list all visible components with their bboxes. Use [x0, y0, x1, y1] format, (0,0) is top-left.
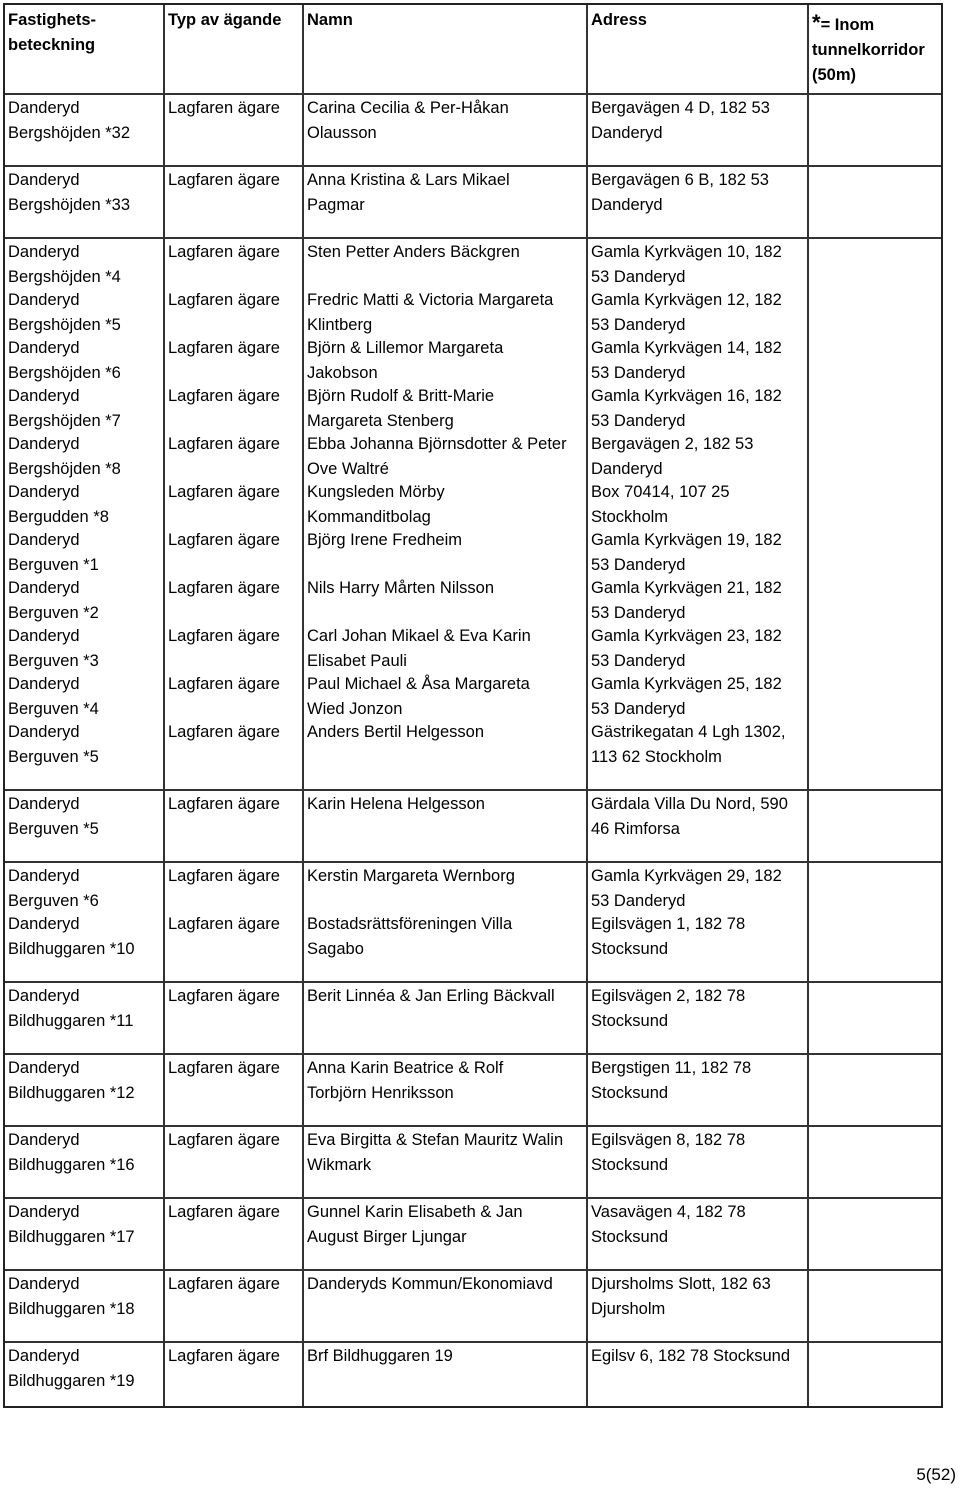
- cell-adress: Bergstigen 11, 182 78 Stocksund: [591, 1059, 752, 1102]
- cell-typ-av-agande: Lagfaren ägare: [168, 531, 280, 549]
- cell-fastighetsbeteckning: Danderyd Bildhuggaren *16: [8, 1131, 135, 1174]
- cell-adress: Gärdala Villa Du Nord, 590 46 Rimforsa: [591, 795, 788, 838]
- cell-namn: Berit Linnéa & Jan Erling Bäckvall: [307, 987, 555, 1005]
- row-divider: [5, 789, 941, 791]
- cell-typ-av-agande: Lagfaren ägare: [168, 243, 280, 261]
- cell-typ-av-agande: Lagfaren ägare: [168, 579, 280, 597]
- header-fastighetsbeteckning: Fastighets- beteckning: [8, 11, 97, 54]
- cell-fastighetsbeteckning: Danderyd Bildhuggaren *12: [8, 1059, 135, 1102]
- row-divider: [5, 93, 941, 95]
- row-divider: [5, 1341, 941, 1343]
- cell-namn: Ebba Johanna Björnsdotter & Peter Ove Waltré: [307, 435, 567, 478]
- cell-adress: Gamla Kyrkvägen 23, 182 53 Danderyd: [591, 627, 782, 670]
- cell-namn: Carl Johan Mikael & Eva Karin Elisabet Pauli: [307, 627, 531, 670]
- column-divider: [807, 5, 809, 1406]
- row-divider: [5, 981, 941, 983]
- cell-fastighetsbeteckning: Danderyd Bildhuggaren *19: [8, 1347, 135, 1390]
- cell-namn: Nils Harry Mårten Nilsson: [307, 579, 495, 597]
- cell-typ-av-agande: Lagfaren ägare: [168, 867, 280, 885]
- row-divider: [5, 237, 941, 239]
- row-divider: [5, 861, 941, 863]
- cell-adress: Gamla Kyrkvägen 16, 182 53 Danderyd: [591, 387, 782, 430]
- cell-adress: Box 70414, 107 25 Stockholm: [591, 483, 730, 526]
- cell-adress: Bergavägen 4 D, 182 53 Danderyd: [591, 99, 770, 142]
- cell-adress: Gamla Kyrkvägen 25, 182 53 Danderyd: [591, 675, 782, 718]
- cell-adress: Gästrikegatan 4 Lgh 1302, 113 62 Stockholm: [591, 723, 786, 766]
- cell-adress: Gamla Kyrkvägen 19, 182 53 Danderyd: [591, 531, 782, 574]
- cell-typ-av-agande: Lagfaren ägare: [168, 675, 280, 693]
- cell-fastighetsbeteckning: Danderyd Berguven *5: [8, 795, 99, 838]
- cell-fastighetsbeteckning: Danderyd Berguven *1: [8, 531, 99, 574]
- cell-namn: Brf Bildhuggaren 19: [307, 1347, 453, 1365]
- cell-typ-av-agande: Lagfaren ägare: [168, 1059, 280, 1077]
- cell-adress: Egilsv 6, 182 78 Stocksund: [591, 1347, 791, 1365]
- cell-namn: Gunnel Karin Elisabeth & Jan August Birger Ljungar: [307, 1203, 523, 1246]
- cell-fastighetsbeteckning: Danderyd Bergshöjden *7: [8, 387, 121, 430]
- cell-typ-av-agande: Lagfaren ägare: [168, 915, 280, 933]
- cell-namn: Anders Bertil Helgesson: [307, 723, 485, 741]
- cell-typ-av-agande: Lagfaren ägare: [168, 723, 280, 741]
- header-adress: Adress: [591, 11, 647, 29]
- cell-namn: Paul Michael & Åsa Margareta Wied Jonzon: [307, 675, 530, 718]
- cell-typ-av-agande: Lagfaren ägare: [168, 171, 280, 189]
- property-owner-table: [3, 3, 943, 1408]
- cell-namn: Björn & Lillemor Margareta Jakobson: [307, 339, 504, 382]
- cell-fastighetsbeteckning: Danderyd Bergshöjden *32: [8, 99, 131, 142]
- cell-fastighetsbeteckning: Danderyd Berguven *5: [8, 723, 99, 766]
- row-divider: [5, 1125, 941, 1127]
- cell-fastighetsbeteckning: Danderyd Bergshöjden *33: [8, 171, 131, 214]
- cell-typ-av-agande: Lagfaren ägare: [168, 1203, 280, 1221]
- cell-namn: Karin Helena Helgesson: [307, 795, 485, 813]
- asterisk-marker: *: [812, 10, 821, 35]
- column-divider: [302, 5, 304, 1406]
- cell-fastighetsbeteckning: Danderyd Berguven *4: [8, 675, 99, 718]
- cell-namn: Bostadsrättsföreningen Villa Sagabo: [307, 915, 513, 958]
- cell-fastighetsbeteckning: Danderyd Bergshöjden *4: [8, 243, 121, 286]
- header-inom-tunnelkorridor: [812, 10, 940, 88]
- cell-namn: Björn Rudolf & Britt-Marie Margareta Stenberg: [307, 387, 495, 430]
- cell-fastighetsbeteckning: Danderyd Berguven *3: [8, 627, 99, 670]
- cell-fastighetsbeteckning: Danderyd Bildhuggaren *10: [8, 915, 135, 958]
- cell-typ-av-agande: Lagfaren ägare: [168, 387, 280, 405]
- cell-namn: Anna Kristina & Lars Mikael Pagmar: [307, 171, 510, 214]
- cell-adress: Bergavägen 2, 182 53 Danderyd: [591, 435, 754, 478]
- cell-namn: Eva Birgitta & Stefan Mauritz Walin Wikmark: [307, 1131, 564, 1174]
- cell-namn: Björg Irene Fredheim: [307, 531, 462, 549]
- cell-typ-av-agande: Lagfaren ägare: [168, 1131, 280, 1149]
- cell-typ-av-agande: Lagfaren ägare: [168, 339, 280, 357]
- cell-typ-av-agande: Lagfaren ägare: [168, 627, 280, 645]
- cell-adress: Egilsvägen 1, 182 78 Stocksund: [591, 915, 746, 958]
- page-number: 5(52): [916, 1465, 956, 1484]
- row-divider: [5, 1269, 941, 1271]
- cell-typ-av-agande: Lagfaren ägare: [168, 99, 280, 117]
- cell-typ-av-agande: Lagfaren ägare: [168, 1275, 280, 1293]
- cell-adress: Gamla Kyrkvägen 12, 182 53 Danderyd: [591, 291, 782, 334]
- cell-adress: Gamla Kyrkvägen 21, 182 53 Danderyd: [591, 579, 782, 622]
- header-inom-label: = Inom tunnelkorridor (50m): [812, 16, 925, 84]
- header-typ-av-agande: Typ av ägande: [168, 11, 282, 29]
- cell-typ-av-agande: Lagfaren ägare: [168, 435, 280, 453]
- cell-namn: Kerstin Margareta Wernborg: [307, 867, 515, 885]
- cell-fastighetsbeteckning: Danderyd Bergshöjden *8: [8, 435, 121, 478]
- cell-fastighetsbeteckning: Danderyd Berguven *2: [8, 579, 99, 622]
- cell-fastighetsbeteckning: Danderyd Bildhuggaren *18: [8, 1275, 135, 1318]
- cell-adress: Egilsvägen 2, 182 78 Stocksund: [591, 987, 746, 1030]
- row-divider: [5, 1053, 941, 1055]
- cell-adress: Djursholms Slott, 182 63 Djursholm: [591, 1275, 771, 1318]
- cell-typ-av-agande: Lagfaren ägare: [168, 483, 280, 501]
- column-divider: [163, 5, 165, 1406]
- cell-typ-av-agande: Lagfaren ägare: [168, 795, 280, 813]
- cell-fastighetsbeteckning: Danderyd Bildhuggaren *17: [8, 1203, 135, 1246]
- cell-adress: Gamla Kyrkvägen 29, 182 53 Danderyd: [591, 867, 782, 910]
- cell-adress: Egilsvägen 8, 182 78 Stocksund: [591, 1131, 746, 1174]
- cell-namn: Sten Petter Anders Bäckgren: [307, 243, 520, 261]
- cell-typ-av-agande: Lagfaren ägare: [168, 291, 280, 309]
- cell-adress: Gamla Kyrkvägen 10, 182 53 Danderyd: [591, 243, 782, 286]
- cell-typ-av-agande: Lagfaren ägare: [168, 987, 280, 1005]
- cell-fastighetsbeteckning: Danderyd Berguven *6: [8, 867, 99, 910]
- header-namn: Namn: [307, 11, 353, 29]
- cell-namn: Carina Cecilia & Per-Håkan Olausson: [307, 99, 509, 142]
- cell-namn: Anna Karin Beatrice & Rolf Torbjörn Henriksson: [307, 1059, 504, 1102]
- row-divider: [5, 1197, 941, 1199]
- cell-namn: Kungsleden Mörby Kommanditbolag: [307, 483, 445, 526]
- cell-adress: Vasavägen 4, 182 78 Stocksund: [591, 1203, 746, 1246]
- cell-adress: Gamla Kyrkvägen 14, 182 53 Danderyd: [591, 339, 782, 382]
- cell-adress: Bergavägen 6 B, 182 53 Danderyd: [591, 171, 769, 214]
- row-divider: [5, 165, 941, 167]
- cell-fastighetsbeteckning: Danderyd Bildhuggaren *11: [8, 987, 134, 1030]
- cell-fastighetsbeteckning: Danderyd Bergudden *8: [8, 483, 109, 526]
- cell-fastighetsbeteckning: Danderyd Bergshöjden *6: [8, 339, 121, 382]
- cell-typ-av-agande: Lagfaren ägare: [168, 1347, 280, 1365]
- cell-namn: Danderyds Kommun/Ekonomiavd: [307, 1275, 553, 1293]
- cell-namn: Fredric Matti & Victoria Margareta Klintberg: [307, 291, 554, 334]
- cell-fastighetsbeteckning: Danderyd Bergshöjden *5: [8, 291, 121, 334]
